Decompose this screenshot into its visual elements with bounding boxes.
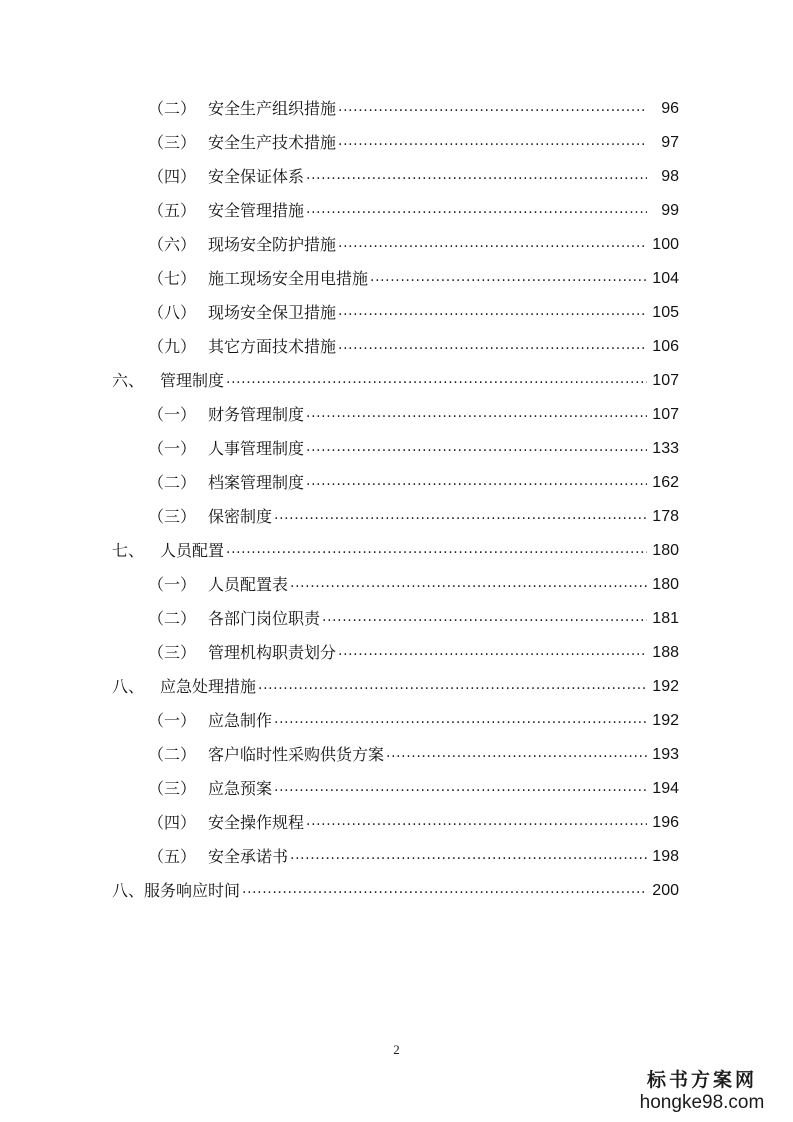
toc-entry-number: （五） <box>148 847 197 866</box>
toc-entry-page: 200 <box>652 882 679 899</box>
page-number: 2 <box>393 1042 400 1057</box>
toc-entry-number: （二） <box>148 609 197 628</box>
toc-entry-title: 安全承诺书 <box>208 847 289 866</box>
toc-dot-leader <box>226 541 647 561</box>
toc-entry-title: 安全生产组织措施 <box>208 99 337 118</box>
toc-dot-leader <box>258 677 647 697</box>
toc-entry[interactable] <box>0 500 793 534</box>
toc-entry-title: 现场安全防护措施 <box>208 235 337 254</box>
toc-entry-title: 财务管理制度 <box>208 405 305 424</box>
toc-entry[interactable] <box>0 670 793 704</box>
toc-entry-title: 应急制作 <box>208 711 273 730</box>
toc-entry-page: 99 <box>661 202 679 219</box>
toc-entry-number: （三） <box>148 133 197 152</box>
toc-entry-number: 六、 <box>112 371 145 390</box>
toc-entry-page: 196 <box>652 814 679 831</box>
toc-dot-leader <box>290 575 647 595</box>
toc-entry-page: 194 <box>652 780 679 797</box>
toc-dot-leader <box>306 473 647 493</box>
toc-entry[interactable] <box>0 738 793 772</box>
toc-dot-leader <box>274 507 647 527</box>
toc-entry-number: （三） <box>148 643 197 662</box>
toc-entry-page: 98 <box>661 168 679 185</box>
toc-entry-title: 应急处理措施 <box>160 677 257 696</box>
toc-entry[interactable] <box>0 636 793 670</box>
toc-entry-title: 现场安全保卫措施 <box>208 303 337 322</box>
toc-entry[interactable] <box>0 160 793 194</box>
toc-entry-page: 188 <box>652 644 679 661</box>
toc-dot-leader <box>306 167 647 187</box>
toc-entry-page: 198 <box>652 848 679 865</box>
toc-entry[interactable] <box>0 466 793 500</box>
toc-entry-number: 七、 <box>112 541 145 560</box>
toc-dot-leader <box>338 303 647 323</box>
toc-entry-number: （九） <box>148 337 197 356</box>
watermark-domain-text: hongke98.com <box>639 1092 765 1113</box>
toc-entry-page: 192 <box>652 678 679 695</box>
toc-entry-title: 服务响应时间 <box>144 881 241 900</box>
toc-entry-title: 安全保证体系 <box>208 167 305 186</box>
toc-entry[interactable] <box>0 296 793 330</box>
toc-dot-leader <box>290 847 647 867</box>
toc-entry-page: 105 <box>652 304 679 321</box>
toc-entry-page: 192 <box>652 712 679 729</box>
toc-entry-number: （四） <box>148 813 197 832</box>
toc-entry[interactable] <box>0 602 793 636</box>
toc-entry-page: 133 <box>652 440 679 457</box>
toc-entry-title: 档案管理制度 <box>208 473 305 492</box>
toc-entry[interactable] <box>0 330 793 364</box>
toc-entry-page: 104 <box>652 270 679 287</box>
toc-entry-title: 管理制度 <box>160 371 225 390</box>
toc-entry-page: 100 <box>652 236 679 253</box>
toc-dot-leader <box>338 99 647 119</box>
toc-entry[interactable] <box>0 772 793 806</box>
toc-dot-leader <box>274 711 647 731</box>
toc-entry-title: 人员配置表 <box>208 575 289 594</box>
toc-dot-leader <box>306 201 647 221</box>
toc-entry-number: 八、 <box>112 677 145 696</box>
watermark-logo <box>627 1068 777 1114</box>
toc-entry[interactable] <box>0 262 793 296</box>
toc-entry-number: （二） <box>148 99 197 118</box>
toc-dot-leader <box>338 643 647 663</box>
toc-entry-number: （三） <box>148 507 197 526</box>
toc-entry-number: （四） <box>148 167 197 186</box>
toc-entry-page: 181 <box>652 610 679 627</box>
toc-dot-leader <box>226 371 647 391</box>
toc-entry-title: 人员配置 <box>160 541 225 560</box>
toc-entry[interactable] <box>0 364 793 398</box>
toc-entry-page: 180 <box>652 576 679 593</box>
toc-entry-page: 193 <box>652 746 679 763</box>
toc-entry-number: 八、 <box>112 881 145 900</box>
toc-entry-title: 管理机构职责划分 <box>208 643 337 662</box>
table-of-contents <box>0 92 793 908</box>
toc-dot-leader <box>274 779 647 799</box>
toc-entry[interactable] <box>0 432 793 466</box>
toc-dot-leader <box>338 133 647 153</box>
toc-entry-title: 施工现场安全用电措施 <box>208 269 369 288</box>
toc-entry-number: （三） <box>148 779 197 798</box>
toc-dot-leader <box>306 813 647 833</box>
toc-entry-number: （一） <box>148 711 197 730</box>
toc-entry-number: （七） <box>148 269 197 288</box>
toc-entry-number: （二） <box>148 745 197 764</box>
toc-entry[interactable] <box>0 126 793 160</box>
toc-entry-number: （一） <box>148 405 197 424</box>
toc-entry[interactable] <box>0 398 793 432</box>
toc-entry-title: 客户临时性采购供货方案 <box>208 745 385 764</box>
toc-entry[interactable] <box>0 806 793 840</box>
watermark-chinese-text: 标书方案网 <box>646 1069 757 1091</box>
toc-entry-title: 安全管理措施 <box>208 201 305 220</box>
toc-entry-title: 安全操作规程 <box>208 813 305 832</box>
toc-dot-leader <box>306 405 647 425</box>
toc-entry[interactable] <box>0 194 793 228</box>
toc-entry-title: 其它方面技术措施 <box>208 337 337 356</box>
toc-entry-page: 107 <box>652 372 679 389</box>
toc-entry-number: （八） <box>148 303 197 322</box>
toc-dot-leader <box>370 269 647 289</box>
toc-entry-number: （二） <box>148 473 197 492</box>
toc-entry-page: 106 <box>652 338 679 355</box>
toc-entry[interactable] <box>0 568 793 602</box>
toc-entry-page: 162 <box>652 474 679 491</box>
toc-entry-number: （五） <box>148 201 197 220</box>
toc-dot-leader <box>338 235 647 255</box>
toc-entry[interactable] <box>0 92 793 126</box>
toc-dot-leader <box>386 745 647 765</box>
toc-entry-title: 保密制度 <box>208 507 273 526</box>
toc-entry[interactable] <box>0 840 793 874</box>
toc-dot-leader <box>306 439 647 459</box>
toc-entry[interactable] <box>0 874 793 908</box>
toc-entry-number: （六） <box>148 235 197 254</box>
toc-entry-title: 人事管理制度 <box>208 439 305 458</box>
toc-entry-title: 应急预案 <box>208 779 273 798</box>
toc-entry-page: 96 <box>661 100 679 117</box>
toc-dot-leader <box>338 337 647 357</box>
toc-entry-title: 各部门岗位职责 <box>208 609 321 628</box>
toc-entry[interactable] <box>0 228 793 262</box>
toc-entry-number: （一） <box>148 439 197 458</box>
toc-entry-page: 178 <box>652 508 679 525</box>
toc-entry-page: 107 <box>652 406 679 423</box>
toc-entry[interactable] <box>0 704 793 738</box>
toc-entry-page: 97 <box>661 134 679 151</box>
toc-entry-page: 180 <box>652 542 679 559</box>
toc-dot-leader <box>242 881 647 901</box>
toc-entry-title: 安全生产技术措施 <box>208 133 337 152</box>
toc-dot-leader <box>322 609 647 629</box>
toc-entry-number: （一） <box>148 575 197 594</box>
toc-entry[interactable] <box>0 534 793 568</box>
